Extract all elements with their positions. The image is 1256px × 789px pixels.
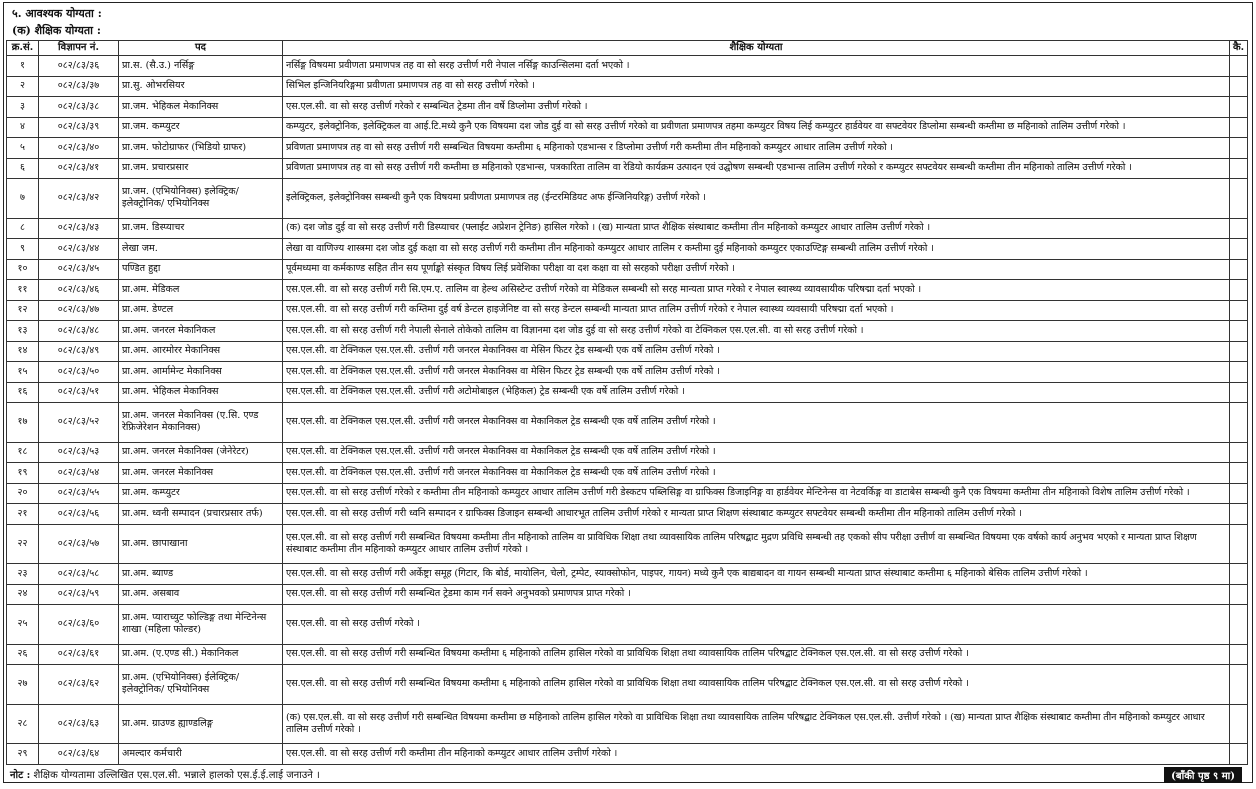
- serial-cell: १४: [7, 341, 39, 362]
- header-advertisement-no: विज्ञापन नं.: [39, 41, 119, 56]
- serial-cell: २९: [7, 744, 39, 765]
- advertisement-no-cell: ०८२/८३/५५: [39, 483, 119, 504]
- table-row: [7, 362, 1248, 383]
- extra-cell: [1230, 76, 1248, 97]
- qualification-cell: एस.एल.सी. वा सो सरह उत्तीर्ण गरी कम्तीमा तीन महिनाको कम्प्युटर आधार तालिम उत्तीर्ण गरेको ।: [283, 744, 1230, 765]
- advertisement-no-cell: ०८२/८३/६०: [39, 605, 119, 644]
- qualification-cell: कम्प्युटर, इलेक्ट्रोनिक, इलेक्ट्रिकल वा आई.टि.मध्ये कुनै एक विषयमा दश जोड दुई वा सो सरह उत्तीर्ण गरेको वा प्रवीणता प्रमाणपत्र तहमा कम्प्युटर विषय लिई कम्प्युटर हार्डवेयर वा सफ्टवेयर डिप्लोमा सम्बन्धी कम्तीमा छ महिनाको तालिम उत्तीर्ण गरेको ।: [283, 117, 1230, 138]
- qualification-table: [6, 40, 1248, 765]
- extra-cell: [1230, 744, 1248, 765]
- qualification-cell: एस.एल.सी. वा सो सरह उत्तीर्ण गरी कम्तिमा दुई वर्ष डेन्टल हाइजेनिष्ट वा सो सरह डेन्टल सम्बन्धी मान्यता प्राप्त तालिम उत्तीर्ण गरेको र नेपाल स्वास्थ्य व्यवसायी परिषद्मा दर्ता भएको ।: [283, 300, 1230, 321]
- advertisement-no-cell: ०८२/८३/४१: [39, 158, 119, 179]
- advertisement-no-cell: ०८२/८३/४८: [39, 321, 119, 342]
- table-row: [7, 463, 1248, 484]
- extra-cell: [1230, 179, 1248, 218]
- qualification-cell: एस.एल.सी. वा सो सरह उत्तीर्ण गरी सम्बन्धित विषयमा कम्तीमा ६ महिनाको तालिम हासिल गरेको वा प्राविधिक शिक्षा तथा व्यावसायिक तालिम परिषद्बाट टेक्निकल एस.एल.सी. वा सो सरह उत्तीर्ण गरेको ।: [283, 665, 1230, 704]
- extra-cell: [1230, 362, 1248, 383]
- table-row: [7, 403, 1248, 442]
- post-cell: प्रा.अम. असबाव: [119, 584, 283, 605]
- table-row: [7, 321, 1248, 342]
- extra-cell: [1230, 138, 1248, 159]
- advertisement-no-cell: ०८२/८३/५३: [39, 442, 119, 463]
- qualification-cell: एस.एल.सी. वा सो सरह उत्तीर्ण गरेको र कम्तीमा तीन महिनाको कम्प्युटर आधार तालिम उत्तीर्ण गरी डेस्कटप पब्लिसिङ्ग वा ग्राफिक्स डिजाइनिङ्ग वा हार्डवेयर मेन्टिनेन्स वा नेटवर्किङ्ग वा डाटाबेस सम्बन्धी कुनै एक विषयमा कम्तीमा तीन महिनाको विशेष तालिम उत्तीर्ण गरेको ।: [283, 483, 1230, 504]
- header-post: पद: [119, 41, 283, 56]
- extra-cell: [1230, 97, 1248, 118]
- serial-cell: २६: [7, 644, 39, 665]
- serial-cell: ६: [7, 158, 39, 179]
- advertisement-no-cell: ०८२/८३/४७: [39, 300, 119, 321]
- extra-cell: [1230, 239, 1248, 260]
- serial-cell: १२: [7, 300, 39, 321]
- advertisement-no-cell: ०८२/८३/४४: [39, 239, 119, 260]
- post-cell: पण्डित हुद्दा: [119, 259, 283, 280]
- table-row: [7, 665, 1248, 704]
- serial-cell: १५: [7, 362, 39, 383]
- qualification-cell: प्रविणता प्रमाणपत्र तह वा सो सरह उत्तीर्ण गरी कम्तीमा छ महिनाको एडभान्स, पत्रकारिता तालिम वा रेडियो कार्यक्रम उत्पादन एवं उद्घोषण सम्बन्धी एडभान्स तालिम उत्तीर्ण गरेको र कम्प्युटर सफ्टवेयर सम्बन्धी कम्तीमा तीन महिनाको तालिम उत्तीर्ण गरेको ।: [283, 158, 1230, 179]
- serial-cell: १३: [7, 321, 39, 342]
- table-row: [7, 300, 1248, 321]
- serial-cell: ३: [7, 97, 39, 118]
- table-row: [7, 56, 1248, 77]
- serial-cell: ११: [7, 280, 39, 301]
- extra-cell: [1230, 644, 1248, 665]
- qualification-cell: एस.एल.सी. वा सो सरह उत्तीर्ण गरी सम्बन्धित विषयमा कम्तीमा तीन महिनाको तालिम वा प्राविधिक शिक्षा तथा व्यावसायिक तालिम परिषद्बाट मुद्रण प्रविधि सम्बन्धी तह एकको सीप परीक्षा उत्तीर्ण वा सम्बन्धित विषयमा एक वर्षको कार्य अनुभव भएको र मान्यता प्राप्त शिक्षण संस्थाबाट कम्तीमा तीन महिनाको कम्प्युटर आधार तालिम उत्तीर्ण गरेको ।: [283, 524, 1230, 563]
- serial-cell: २७: [7, 665, 39, 704]
- subsection-heading: (क) शैक्षिक योग्यता :: [12, 24, 101, 37]
- serial-cell: ५: [7, 138, 39, 159]
- serial-cell: १: [7, 56, 39, 77]
- post-cell: प्रा.अम. ग्राउण्ड ह्याण्डलिङ्ग: [119, 704, 283, 743]
- qualification-cell: एस.एल.सी. वा सो सरह उत्तीर्ण गरी नेपाली सेनाले तोकेको तालिम वा विज्ञानमा दश जोड दुई वा सो सरह उत्तीर्ण गरेको वा टेक्निकल एस.एल.सी. वा सो सरह उत्तीर्ण गरेको ।: [283, 321, 1230, 342]
- table-row: [7, 584, 1248, 605]
- extra-cell: [1230, 483, 1248, 504]
- notice-page: [3, 2, 1253, 783]
- advertisement-no-cell: ०८२/८३/४३: [39, 218, 119, 239]
- table-row: [7, 442, 1248, 463]
- qualification-cell: एस.एल.सी. वा सो सरह उत्तीर्ण गरी सम्बन्धित ट्रेडमा काम गर्न सक्ने अनुभवको प्रमाणपत्र प्राप्त गरेको ।: [283, 584, 1230, 605]
- table-row: [7, 704, 1248, 743]
- post-cell: प्रा.अम. डेण्टल: [119, 300, 283, 321]
- serial-cell: ७: [7, 179, 39, 218]
- extra-cell: [1230, 218, 1248, 239]
- qualification-cell: (क) दश जोड दुई वा सो सरह उत्तीर्ण गरी डिस्प्याचर (फ्लाईट अप्रेशन ट्रेनिङ) हासिल गरेको । (ख) मान्यता प्राप्त शैक्षिक संस्थाबाट कम्तीमा तीन महिनाको कम्प्युटर आधार तालिम उत्तीर्ण गरेको ।: [283, 218, 1230, 239]
- post-cell: प्रा.जम. डिस्प्याचर: [119, 218, 283, 239]
- qualification-cell: एस.एल.सी. वा टेक्निकल एस.एल.सी. उत्तीर्ण गरी जनरल मेकानिक्स वा मेकानिकल ट्रेड सम्बन्धी एक वर्षे तालिम उत्तीर्ण गरेको ।: [283, 463, 1230, 484]
- post-cell: प्रा.अम. छापाखाना: [119, 524, 283, 563]
- post-cell: लेखा जम.: [119, 239, 283, 260]
- qualification-cell: एस.एल.सी. वा सो सरह उत्तीर्ण गरी सम्बन्धित विषयमा कम्तीमा ६ महिनाको तालिम हासिल गरेको वा प्राविधिक शिक्षा तथा व्यावसायिक तालिम परिषद्बाट टेक्निकल एस.एल.सी. वा सो सरह उत्तीर्ण गरेको ।: [283, 644, 1230, 665]
- serial-cell: १०: [7, 259, 39, 280]
- post-cell: प्रा.अम. भेहिकल मेकानिक्स: [119, 382, 283, 403]
- table-row: [7, 605, 1248, 644]
- qualification-cell: इलेक्ट्रिकल, इलेक्ट्रोनिक्स सम्बन्धी कुनै एक विषयमा प्रवीणता प्रमाणपत्र तह (ईन्टरमिडियट अफ ईन्जिनियरिङ्ग) उत्तीर्ण गरेको ।: [283, 179, 1230, 218]
- advertisement-no-cell: ०८२/८३/५६: [39, 504, 119, 525]
- qualification-cell: लेखा वा वाणिज्य शास्त्रमा दश जोड दुई कक्षा वा सो सरह उत्तीर्ण गरी कम्तीमा तीन महिनाको कम्प्युटर आधार तालिम र कम्तीमा दुई महिनाको कम्प्युटर एकाउण्टिङ्ग सम्बन्धी तालिम उत्तीर्ण गरेको ।: [283, 239, 1230, 260]
- table-row: [7, 744, 1248, 765]
- table-row: [7, 483, 1248, 504]
- qualification-cell: एस.एल.सी. वा टेक्निकल एस.एल.सी. उत्तीर्ण गरी जनरल मेकानिक्स वा मेसिन फिटर ट्रेड सम्बन्धी एक वर्षे तालिम उत्तीर्ण गरेको ।: [283, 362, 1230, 383]
- extra-cell: [1230, 382, 1248, 403]
- advertisement-no-cell: ०८२/८३/६४: [39, 744, 119, 765]
- footnote: [10, 767, 320, 781]
- table-row: [7, 382, 1248, 403]
- advertisement-no-cell: ०८२/८३/५८: [39, 564, 119, 585]
- qualification-cell: एस.एल.सी. वा सो सरह उत्तीर्ण गरेको ।: [283, 605, 1230, 644]
- advertisement-no-cell: ०८२/८३/३७: [39, 76, 119, 97]
- table-row: [7, 524, 1248, 563]
- qualification-cell: पूर्वमध्यमा वा कर्मकाण्ड सहित तीन सय पूर्णाङ्को संस्कृत विषय लिई प्रवेशिका परीक्षा वा दश कक्षा वा सो सरहको परीक्षा उत्तीर्ण गरेको ।: [283, 259, 1230, 280]
- table-row: [7, 97, 1248, 118]
- extra-cell: [1230, 524, 1248, 563]
- extra-cell: [1230, 300, 1248, 321]
- advertisement-no-cell: ०८२/८३/५०: [39, 362, 119, 383]
- post-cell: प्रा.जम. प्रचारप्रसार: [119, 158, 283, 179]
- post-cell: प्रा.सु. ओभरसियर: [119, 76, 283, 97]
- extra-cell: [1230, 403, 1248, 442]
- table-body: [7, 56, 1248, 765]
- advertisement-no-cell: ०८२/८३/५१: [39, 382, 119, 403]
- qualification-cell: सिभिल इन्जिनियरिङ्गमा प्रवीणता प्रमाणपत्र तह वा सो सरह उत्तीर्ण गरेको ।: [283, 76, 1230, 97]
- advertisement-no-cell: ०८२/८३/६३: [39, 704, 119, 743]
- advertisement-no-cell: ०८२/८३/३८: [39, 97, 119, 118]
- qualification-cell: (क) एस.एल.सी. वा सो सरह उत्तीर्ण गरी सम्बन्धित विषयमा कम्तीमा छ महिनाको तालिम हासिल गरेको वा प्राविधिक शिक्षा तथा व्यावसायिक तालिम परिषद्बाट टेक्निकल एस.एल.सी. उत्तीर्ण गरेको । (ख) मान्यता प्राप्त शैक्षिक संस्थाबाट कम्तीमा तीन महिनाको कम्प्युटर आधार तालिम उत्तीर्ण गरेको ।: [283, 704, 1230, 743]
- serial-cell: २५: [7, 605, 39, 644]
- extra-cell: [1230, 504, 1248, 525]
- post-cell: प्रा.अम. आरमोरर मेकानिक्स: [119, 341, 283, 362]
- table-row: [7, 341, 1248, 362]
- serial-cell: ८: [7, 218, 39, 239]
- table-row: [7, 138, 1248, 159]
- qualification-cell: एस.एल.सी. वा टेक्निकल एस.एल.सी. उत्तीर्ण गरी जनरल मेकानिक्स वा मेकानिकल ट्रेड सम्बन्धी एक वर्षे तालिम उत्तीर्ण गरेको ।: [283, 403, 1230, 442]
- table-row: [7, 564, 1248, 585]
- table-row: [7, 76, 1248, 97]
- advertisement-no-cell: ०८२/८३/६२: [39, 665, 119, 704]
- post-cell: प्रा.अम. कम्प्युटर: [119, 483, 283, 504]
- advertisement-no-cell: ०८२/८३/४२: [39, 179, 119, 218]
- qualification-cell: नर्सिङ्ग विषयमा प्रवीणता प्रमाणपत्र तह वा सो सरह उत्तीर्ण गरी नेपाल नर्सिङ्ग काउन्सिलमा दर्ता भएको ।: [283, 56, 1230, 77]
- table-row: [7, 158, 1248, 179]
- post-cell: प्रा.अम. (एभियोनिक्स) ईलेक्ट्रिक/इलेक्ट्रोनिक/ एभियोनिक्स: [119, 665, 283, 704]
- note-text: शैक्षिक योग्यतामा उल्लिखित एस.एल.सी. भन्नाले हालको एस.ई.ई.लाई जनाउने ।: [33, 770, 320, 781]
- advertisement-no-cell: ०८२/८३/६१: [39, 644, 119, 665]
- serial-cell: २१: [7, 504, 39, 525]
- serial-cell: २: [7, 76, 39, 97]
- advertisement-no-cell: ०८२/८३/३९: [39, 117, 119, 138]
- post-cell: प्रा.जम. भेहिकल मेकानिक्स: [119, 97, 283, 118]
- serial-cell: १९: [7, 463, 39, 484]
- advertisement-no-cell: ०८२/८३/५२: [39, 403, 119, 442]
- extra-cell: [1230, 280, 1248, 301]
- qualification-cell: एस.एल.सी. वा सो सरह उत्तीर्ण गरी अर्केष्ट्रा समूह (गिटार, कि बोर्ड, मायोलिन, चेलो, ट्रम्पेट, स्याक्सोफोन, पाइपर, गायन) मध्ये कुनै एक बाद्यबादन वा गायन सम्बन्धी मान्यता प्राप्त संस्थाबाट कम्तीमा ६ महिनाको बेसिक तालिम उत्तीर्ण गरेको ।: [283, 564, 1230, 585]
- advertisement-no-cell: ०८२/८३/४९: [39, 341, 119, 362]
- post-cell: प्रा.अम. (ए.एण्ड सी.) मेकानिकल: [119, 644, 283, 665]
- post-cell: प्रा.अम. मेडिकल: [119, 280, 283, 301]
- extra-cell: [1230, 56, 1248, 77]
- extra-cell: [1230, 605, 1248, 644]
- table-header-row: [7, 41, 1248, 56]
- post-cell: प्रा.अम. ब्याण्ड: [119, 564, 283, 585]
- serial-cell: ९: [7, 239, 39, 260]
- header-serial: क्र.सं.: [7, 41, 39, 56]
- advertisement-no-cell: ०८२/८३/४६: [39, 280, 119, 301]
- post-cell: प्रा.स. (सै.उ.) नर्सिङ्ग: [119, 56, 283, 77]
- advertisement-no-cell: ०८२/८३/५७: [39, 524, 119, 563]
- serial-cell: २४: [7, 584, 39, 605]
- extra-cell: [1230, 463, 1248, 484]
- extra-cell: [1230, 158, 1248, 179]
- post-cell: प्रा.अम. जनरल मेकानिक्स (ए.सि. एण्ड रेफ्रिजेरेशन मेकानिक्स): [119, 403, 283, 442]
- advertisement-no-cell: ०८२/८३/५९: [39, 584, 119, 605]
- table-row: [7, 239, 1248, 260]
- serial-cell: २२: [7, 524, 39, 563]
- serial-cell: १६: [7, 382, 39, 403]
- header-extra: कै.: [1230, 41, 1248, 56]
- extra-cell: [1230, 564, 1248, 585]
- extra-cell: [1230, 704, 1248, 743]
- post-cell: प्रा.जम. फोटोग्राफर (भिडियो ग्राफर): [119, 138, 283, 159]
- extra-cell: [1230, 584, 1248, 605]
- qualification-cell: एस.एल.सी. वा सो सरह उत्तीर्ण गरेको र सम्बन्धित ट्रेडमा तीन वर्षे डिप्लोमा उत्तीर्ण गरेको ।: [283, 97, 1230, 118]
- post-cell: प्रा.जम. (एभियोनिक्स) इलेक्ट्रिक/इलेक्ट्रोनिक/ एभियोनिक्स: [119, 179, 283, 218]
- extra-cell: [1230, 341, 1248, 362]
- extra-cell: [1230, 442, 1248, 463]
- post-cell: प्रा.अम. जनरल मेकानिकल: [119, 321, 283, 342]
- extra-cell: [1230, 117, 1248, 138]
- advertisement-no-cell: ०८२/८३/४५: [39, 259, 119, 280]
- post-cell: प्रा.अम. प्याराच्युट फोल्डिङ्ग तथा मेन्टिनेन्स शाखा (महिला फोल्डर): [119, 605, 283, 644]
- section-heading: ५. आवश्यक योग्यता :: [12, 7, 102, 20]
- post-cell: प्रा.अम. जनरल मेकानिक्स (जेनेरेटर): [119, 442, 283, 463]
- serial-cell: २८: [7, 704, 39, 743]
- post-cell: अमल्दार कर्मचारी: [119, 744, 283, 765]
- note-label: नोट :: [10, 770, 31, 781]
- serial-cell: १८: [7, 442, 39, 463]
- table-row: [7, 259, 1248, 280]
- table-row: [7, 644, 1248, 665]
- serial-cell: १७: [7, 403, 39, 442]
- header-qualification: शैक्षिक योग्यता: [283, 41, 1230, 56]
- extra-cell: [1230, 259, 1248, 280]
- serial-cell: २०: [7, 483, 39, 504]
- qualification-cell: एस.एल.सी. वा टेक्निकल एस.एल.सी. उत्तीर्ण गरी अटोमोबाइल (भेहिकल) ट्रेड सम्बन्धी एक वर्षे तालिम उत्तीर्ण गरेको ।: [283, 382, 1230, 403]
- advertisement-no-cell: ०८२/८३/३६: [39, 56, 119, 77]
- advertisement-no-cell: ०८२/८३/४०: [39, 138, 119, 159]
- extra-cell: [1230, 665, 1248, 704]
- qualification-cell: एस.एल.सी. वा टेक्निकल एस.एल.सी. उत्तीर्ण गरी जनरल मेकानिक्स वा मेसिन फिटर ट्रेड सम्बन्धी एक वर्षे तालिम उत्तीर्ण गरेको ।: [283, 341, 1230, 362]
- serial-cell: ४: [7, 117, 39, 138]
- post-cell: प्रा.अम. ध्वनी सम्पादन (प्रचारप्रसार तर्फ): [119, 504, 283, 525]
- qualification-cell: प्रविणता प्रमाणपत्र तह वा सो सरह उत्तीर्ण गरी सम्बन्धित विषयमा कम्तीमा ६ महिनाको एडभान्स र डिप्लोमा उत्तीर्ण गरी कम्तीमा तीन महिनाको कम्प्युटर आधार तालिम उत्तीर्ण गरेको ।: [283, 138, 1230, 159]
- qualification-cell: एस.एल.सी. वा सो सरह उत्तीर्ण गरी सि.एम.ए. तालिम वा हेल्थ असिस्टेन्ट उत्तीर्ण गरेको वा मेडिकल सम्बन्धी सो सरह मान्यता प्राप्त गरेको र नेपाल स्वास्थ्य व्यावसायीक परिषद्मा दर्ता भएको ।: [283, 280, 1230, 301]
- continued-badge: (बाँकी पृष्ठ ९ मा): [1164, 767, 1242, 783]
- table-row: [7, 218, 1248, 239]
- table-row: [7, 117, 1248, 138]
- post-cell: प्रा.जम. कम्प्युटर: [119, 117, 283, 138]
- table-row: [7, 280, 1248, 301]
- post-cell: प्रा.अम. आर्मामेन्ट मेकानिक्स: [119, 362, 283, 383]
- table-row: [7, 504, 1248, 525]
- extra-cell: [1230, 321, 1248, 342]
- post-cell: प्रा.अम. जनरल मेकानिक्स: [119, 463, 283, 484]
- qualification-cell: एस.एल.सी. वा सो सरह उत्तीर्ण गरी ध्वनि सम्पादन र ग्राफिक्स डिजाइन सम्बन्धी आधारभूत तालिम उत्तीर्ण गरेको र मान्यता प्राप्त शिक्षण संस्थाबाट कम्प्युटर सफ्टवेयर सम्बन्धी कम्तीमा तीन महिनाको तालिम उत्तीर्ण गरेको ।: [283, 504, 1230, 525]
- advertisement-no-cell: ०८२/८३/५४: [39, 463, 119, 484]
- serial-cell: २३: [7, 564, 39, 585]
- qualification-cell: एस.एल.सी. वा टेक्निकल एस.एल.सी. उत्तीर्ण गरी जनरल मेकानिक्स वा मेकानिकल ट्रेड सम्बन्धी एक वर्षे तालिम उत्तीर्ण गरेको ।: [283, 442, 1230, 463]
- table-row: [7, 179, 1248, 218]
